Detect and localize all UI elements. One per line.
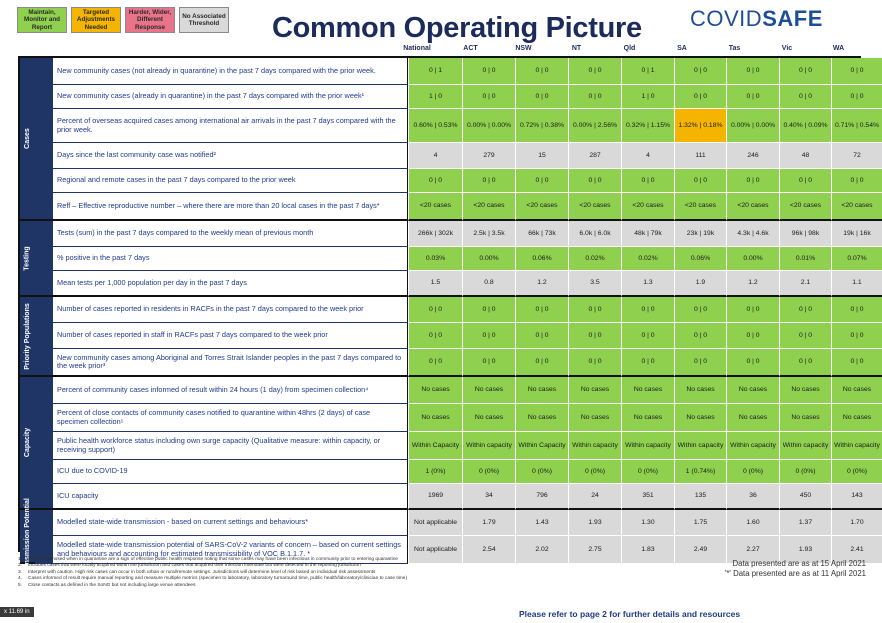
metric-value-cell: 0 (0%) bbox=[831, 460, 882, 484]
metric-label: Percent of close contacts of community cases notified to quarantine within 48hrs (2 days) of case specimen collection⁵ bbox=[53, 404, 408, 432]
metric-value-cell: 0 | 0 bbox=[408, 349, 462, 377]
metric-value-cell: 0 | 0 bbox=[568, 85, 621, 109]
metric-value-cell: No cases bbox=[408, 404, 462, 432]
metric-value-cell: <20 cases bbox=[674, 193, 726, 221]
metric-value-cell: 23k | 19k bbox=[674, 221, 726, 247]
metric-value-cell: 0 | 0 bbox=[408, 297, 462, 323]
column-header: National bbox=[403, 45, 431, 52]
data-date-note: Data presented are as at 15 April 2021 bbox=[732, 559, 866, 568]
metric-value-cell: 4 bbox=[621, 143, 674, 169]
metric-value-cell: 0.00% | 0.00% bbox=[726, 109, 779, 143]
metric-value-cell: 1.75 bbox=[674, 510, 726, 536]
metric-value-cell: 0 | 0 bbox=[515, 58, 568, 85]
metric-value-cell: No cases bbox=[515, 404, 568, 432]
metric-value-cell: 0 | 0 bbox=[568, 297, 621, 323]
section-label bbox=[20, 497, 35, 575]
metric-label: Modelled state-wide transmission - based on current settings and behaviours* bbox=[53, 510, 408, 536]
column-header: NSW bbox=[515, 45, 532, 52]
metric-value-cell: <20 cases bbox=[726, 193, 779, 221]
metric-value-cell: 36 bbox=[726, 484, 779, 510]
footnote bbox=[18, 583, 407, 589]
metric-value-cell: No cases bbox=[831, 377, 882, 404]
column-header: Qld bbox=[623, 45, 636, 52]
metric-value-cell: 1.83 bbox=[621, 536, 674, 564]
metric-value-cell: 0.32% | 1.15% bbox=[621, 109, 674, 143]
metric-value-cell: 1.30 bbox=[621, 510, 674, 536]
metric-value-cell: 0 | 0 bbox=[674, 349, 726, 377]
metric-value-cell: 1.32% | 0.18% bbox=[674, 109, 726, 143]
metric-value-cell: 0 | 0 bbox=[621, 169, 674, 193]
metric-value-cell: 0 | 0 bbox=[779, 58, 831, 85]
column-header: Vic bbox=[781, 45, 793, 52]
metric-value-cell: 0 | 0 bbox=[779, 169, 831, 193]
metric-value-cell: 34 bbox=[462, 484, 515, 510]
section-label-text: Transmission Potential bbox=[24, 497, 32, 575]
column-header: NT bbox=[571, 45, 582, 52]
data-date-notes bbox=[700, 559, 866, 579]
legend bbox=[17, 7, 229, 33]
section-label bbox=[20, 58, 35, 221]
metric-value-cell: 2.5k | 3.5k bbox=[462, 221, 515, 247]
metric-label: New community cases (already in quarantine) in the past 7 days compared with the prior week¹ bbox=[53, 85, 408, 109]
metric-value-cell: 0 | 0 bbox=[515, 85, 568, 109]
metric-label: Number of cases reported in staff in RACFs past 7 days compared to the week prior bbox=[53, 323, 408, 349]
metric-value-cell: 0 | 0 bbox=[408, 169, 462, 193]
metric-label: Percent of overseas acquired cases among international air arrivals in the past 7 days compared with the prior week. bbox=[53, 109, 408, 143]
footnote-number: 3. bbox=[18, 569, 23, 575]
section-label-text: Cases bbox=[24, 128, 32, 149]
metric-value-cell: 796 bbox=[515, 484, 568, 510]
metric-value-cell: <20 cases bbox=[779, 193, 831, 221]
metric-value-cell: 0 | 0 bbox=[515, 323, 568, 349]
section-divider bbox=[35, 221, 53, 297]
metric-value-cell: 2.75 bbox=[568, 536, 621, 564]
logo-part-covid: COVID bbox=[690, 6, 763, 31]
metric-value-cell: Within capacity bbox=[462, 432, 515, 460]
metric-value-cell: 0 (0%) bbox=[568, 460, 621, 484]
metric-value-cell: 1.93 bbox=[779, 536, 831, 564]
column-header: ACT bbox=[463, 45, 478, 52]
metric-value-cell: 0 | 0 bbox=[831, 85, 882, 109]
column-header: SA bbox=[677, 45, 687, 52]
zoom-indicator: x 11.69 in bbox=[0, 607, 34, 617]
footnote-text: Interpret with caution. High risk cases can occur in both urban or rural/remote settings. Jurisdictions will determine level of risk based on individual risk assessments bbox=[28, 569, 376, 575]
metric-value-cell: 3.5 bbox=[568, 271, 621, 297]
metric-value-cell: 1.2 bbox=[726, 271, 779, 297]
metric-value-cell: 96k | 98k bbox=[779, 221, 831, 247]
metric-value-cell: 266k | 302k bbox=[408, 221, 462, 247]
metric-label: Percent of community cases informed of result within 24 hours (1 day) from specimen collection⁴ bbox=[53, 377, 408, 404]
logo-part-safe: SAFE bbox=[762, 6, 823, 31]
metric-label: New community cases (not already in quarantine) in the past 7 days compared with the prior week. bbox=[53, 58, 408, 85]
metric-value-cell: No cases bbox=[726, 404, 779, 432]
metric-value-cell: 0.02% bbox=[568, 247, 621, 271]
metric-value-cell: 1.79 bbox=[462, 510, 515, 536]
metric-value-cell: 0 | 0 bbox=[674, 85, 726, 109]
metric-value-cell: 0 (0%) bbox=[621, 460, 674, 484]
metric-value-cell: 0 | 0 bbox=[462, 58, 515, 85]
metric-value-cell: Not applicable bbox=[408, 536, 462, 564]
metric-value-cell: 0.60% | 0.53% bbox=[408, 109, 462, 143]
metric-value-cell: No cases bbox=[726, 377, 779, 404]
column-header: Tas bbox=[728, 45, 741, 52]
metric-value-cell: 6.0k | 6.0k bbox=[568, 221, 621, 247]
metric-value-cell: 4 bbox=[408, 143, 462, 169]
legend-box: No Associated Threshold bbox=[179, 7, 229, 33]
metric-value-cell: 0.00% bbox=[462, 247, 515, 271]
metric-value-cell: 0 | 0 bbox=[831, 349, 882, 377]
metric-value-cell: 1.1 bbox=[831, 271, 882, 297]
metric-value-cell: 0 | 0 bbox=[726, 85, 779, 109]
metric-value-cell: 0 | 0 bbox=[831, 297, 882, 323]
section-label-text: Capacity bbox=[24, 427, 31, 458]
metric-label: Days since the last community case was notified² bbox=[53, 143, 408, 169]
metric-value-cell: No cases bbox=[462, 377, 515, 404]
footnote-number: 2. bbox=[18, 563, 23, 569]
legend-box: Targeted Adjustments Needed bbox=[71, 7, 121, 33]
metric-value-cell: 1 (0.74%) bbox=[674, 460, 726, 484]
metric-value-cell: 351 bbox=[621, 484, 674, 510]
footnote-text: Cases diagnosed when in quarantine are a sign of effective public health response noting that some cases may have been infectious in community prior to entering quarantine bbox=[28, 557, 399, 562]
metric-value-cell: 246 bbox=[726, 143, 779, 169]
metric-label: Tests (sum) in the past 7 days compared to the weekly mean of previous month bbox=[53, 221, 408, 247]
section-label bbox=[20, 297, 35, 377]
footnote-text: Close contacts as defined in the SoNG but not including large venue attendees bbox=[28, 582, 196, 588]
metric-value-cell: 66k | 73k bbox=[515, 221, 568, 247]
metric-value-cell: 0.06% bbox=[515, 247, 568, 271]
metric-value-cell: 0 | 0 bbox=[726, 169, 779, 193]
metric-value-cell: 0 | 0 bbox=[779, 349, 831, 377]
covidsafe-logo bbox=[690, 6, 823, 32]
metric-value-cell: 0.01% bbox=[779, 247, 831, 271]
metric-value-cell: 19k | 16k bbox=[831, 221, 882, 247]
metric-value-cell: 24 bbox=[568, 484, 621, 510]
refer-page-link[interactable]: Please refer to page 2 for further details and resources bbox=[519, 609, 741, 619]
metric-value-cell: 0 | 1 bbox=[408, 58, 462, 85]
metric-value-cell: No cases bbox=[674, 404, 726, 432]
metric-value-cell: 1.3 bbox=[621, 271, 674, 297]
section-label bbox=[20, 377, 35, 510]
metric-label: Number of cases reported in residents in RACFs in the past 7 days compared to the week prior bbox=[53, 297, 408, 323]
metric-value-cell: 0 | 0 bbox=[674, 58, 726, 85]
footnote-number: 5. bbox=[18, 582, 23, 588]
metric-value-cell: 0 | 0 bbox=[621, 297, 674, 323]
metric-value-cell: 2.1 bbox=[779, 271, 831, 297]
metric-value-cell: No cases bbox=[674, 377, 726, 404]
metric-value-cell: 111 bbox=[674, 143, 726, 169]
metric-value-cell: <20 cases bbox=[408, 193, 462, 221]
metric-value-cell: 0 | 0 bbox=[726, 58, 779, 85]
metric-value-cell: <20 cases bbox=[462, 193, 515, 221]
metric-value-cell: No cases bbox=[621, 377, 674, 404]
metric-value-cell: No cases bbox=[515, 377, 568, 404]
metric-value-cell: No cases bbox=[568, 377, 621, 404]
metric-value-cell: 4.3k | 4.6k bbox=[726, 221, 779, 247]
footnote-text: Cases informed of result require manual reporting and measure multiple metrics (specimen to laboratory, laboratory turnaround time, public health/laboratory/clinician to case time) bbox=[28, 576, 408, 582]
metric-value-cell: 1.2 bbox=[515, 271, 568, 297]
metric-value-cell: 2.54 bbox=[462, 536, 515, 564]
metric-value-cell: 0 | 0 bbox=[462, 85, 515, 109]
metric-value-cell: 0.00% | 2.56% bbox=[568, 109, 621, 143]
legend-box: Maintain, Monitor and Report bbox=[17, 7, 67, 33]
metric-value-cell: 0 | 0 bbox=[515, 297, 568, 323]
metric-value-cell: 0.71% | 0.54% bbox=[831, 109, 882, 143]
metric-value-cell: 450 bbox=[779, 484, 831, 510]
metric-value-cell: <20 cases bbox=[568, 193, 621, 221]
metric-value-cell: 0 | 0 bbox=[674, 323, 726, 349]
metric-label: New community cases among Aboriginal and Torres Strait Islander peoples in the past 7 days compared to the week prior³ bbox=[53, 349, 408, 377]
legend-box: Harder, Wider, Different Response bbox=[125, 7, 175, 33]
metric-value-cell: 0 | 0 bbox=[515, 349, 568, 377]
footnote-number: 4. bbox=[18, 576, 23, 582]
metric-value-cell: 0 | 0 bbox=[726, 349, 779, 377]
metric-value-cell: 1 | 0 bbox=[408, 85, 462, 109]
metric-value-cell: Within capacity bbox=[779, 432, 831, 460]
metric-value-cell: 48 bbox=[779, 143, 831, 169]
metric-value-cell: Within capacity bbox=[726, 432, 779, 460]
metric-value-cell: 0.02% bbox=[621, 247, 674, 271]
metric-label: ICU capacity bbox=[53, 484, 408, 510]
metric-value-cell: 0 | 0 bbox=[779, 297, 831, 323]
metric-value-cell: 0 | 0 bbox=[462, 297, 515, 323]
metric-value-cell: Not applicable bbox=[408, 510, 462, 536]
metric-value-cell: 2.41 bbox=[831, 536, 882, 564]
metric-value-cell: 0.06% bbox=[674, 247, 726, 271]
metric-value-cell: No cases bbox=[462, 404, 515, 432]
metric-value-cell: 0 (0%) bbox=[779, 460, 831, 484]
metric-value-cell: 2.49 bbox=[674, 536, 726, 564]
metric-label: Public health workforce status including own surge capacity (Qualitative measure: within capacity, or receiving support) bbox=[53, 432, 408, 460]
footnotes bbox=[18, 557, 407, 589]
footnote-number: 1. bbox=[18, 557, 23, 562]
metric-value-cell: 1.9 bbox=[674, 271, 726, 297]
footnote-text: Includes cases that were locally acquired within the jurisdiction and cases that acquired their infection interstate but were detected in the reporting jurisdiction bbox=[28, 563, 361, 569]
metric-value-cell: Within capacity bbox=[621, 432, 674, 460]
section-label bbox=[20, 221, 35, 297]
metric-value-cell: 0 | 0 bbox=[408, 323, 462, 349]
metric-value-cell: Within Capacity bbox=[408, 432, 462, 460]
section-divider bbox=[35, 510, 53, 564]
metric-value-cell: 0 | 0 bbox=[462, 169, 515, 193]
section-label-text: Testing bbox=[24, 245, 31, 271]
metric-value-cell: 0 | 0 bbox=[831, 169, 882, 193]
metric-value-cell: 1.37 bbox=[779, 510, 831, 536]
metric-value-cell: 0.03% bbox=[408, 247, 462, 271]
metric-value-cell: 0 | 0 bbox=[779, 323, 831, 349]
metric-value-cell: No cases bbox=[831, 404, 882, 432]
metric-value-cell: 1.43 bbox=[515, 510, 568, 536]
metric-value-cell: 0 | 0 bbox=[621, 349, 674, 377]
metric-value-cell: No cases bbox=[621, 404, 674, 432]
metric-value-cell: 0 | 0 bbox=[568, 349, 621, 377]
metric-value-cell: 0 | 0 bbox=[726, 297, 779, 323]
metric-value-cell: 0.00% | 0.00% bbox=[462, 109, 515, 143]
metric-value-cell: 0 | 0 bbox=[674, 169, 726, 193]
metric-value-cell: <20 cases bbox=[515, 193, 568, 221]
metric-value-cell: 0 | 0 bbox=[462, 349, 515, 377]
metric-value-cell: 0 (0%) bbox=[515, 460, 568, 484]
metric-value-cell: 0 | 0 bbox=[568, 58, 621, 85]
metric-value-cell: 0.72% | 0.38% bbox=[515, 109, 568, 143]
metric-label: Mean tests per 1,000 population per day in the past 7 days bbox=[53, 271, 408, 297]
metric-value-cell: 0 | 0 bbox=[831, 323, 882, 349]
metric-value-cell: 0 | 1 bbox=[621, 58, 674, 85]
section-divider bbox=[35, 377, 53, 510]
metric-value-cell: 48k | 79k bbox=[621, 221, 674, 247]
metric-label: Regional and remote cases in the past 7 days compared to the prior week bbox=[53, 169, 408, 193]
metric-value-cell: 1.70 bbox=[831, 510, 882, 536]
metric-value-cell: Within capacity bbox=[831, 432, 882, 460]
metric-label: Reff – Effective reproductive number – where there are more than 20 local cases in the past 7 days* bbox=[53, 193, 408, 221]
column-header: WA bbox=[832, 45, 845, 52]
column-headers bbox=[390, 45, 860, 55]
metric-value-cell: 0 | 0 bbox=[726, 323, 779, 349]
metric-value-cell: 1 | 0 bbox=[621, 85, 674, 109]
metric-value-cell: 143 bbox=[831, 484, 882, 510]
metric-value-cell: <20 cases bbox=[621, 193, 674, 221]
metric-value-cell: No cases bbox=[568, 404, 621, 432]
metric-value-cell: 0 | 0 bbox=[568, 169, 621, 193]
metric-value-cell: 15 bbox=[515, 143, 568, 169]
metric-value-cell: 1969 bbox=[408, 484, 462, 510]
metric-value-cell: 1.5 bbox=[408, 271, 462, 297]
metric-value-cell: 2.27 bbox=[726, 536, 779, 564]
metric-value-cell: No cases bbox=[408, 377, 462, 404]
metric-value-cell: No cases bbox=[779, 404, 831, 432]
section-divider bbox=[35, 297, 53, 377]
metric-value-cell: 0.8 bbox=[462, 271, 515, 297]
metric-value-cell: No cases bbox=[779, 377, 831, 404]
metric-label: Modelled state-wide transmission potential of SARS-CoV-2 variants of concern – based on current settings and behaviours and accounting for estimated transmissibility of VOC B.1.1.7. * bbox=[53, 536, 408, 564]
metric-value-cell: 0 | 0 bbox=[568, 323, 621, 349]
metric-value-cell: 1.93 bbox=[568, 510, 621, 536]
metric-value-cell: 0 | 0 bbox=[831, 58, 882, 85]
metric-value-cell: 2.02 bbox=[515, 536, 568, 564]
metric-value-cell: 72 bbox=[831, 143, 882, 169]
page-title: Common Operating Picture bbox=[272, 12, 642, 44]
metric-label: ICU due to COVID-19 bbox=[53, 460, 408, 484]
metric-value-cell: 0.00% bbox=[726, 247, 779, 271]
metric-value-cell: 0.40% | 0.09% bbox=[779, 109, 831, 143]
metric-value-cell: 1 (0%) bbox=[408, 460, 462, 484]
metric-value-cell: 0 | 0 bbox=[779, 85, 831, 109]
metric-value-cell: 0 | 0 bbox=[621, 323, 674, 349]
metric-value-cell: 135 bbox=[674, 484, 726, 510]
section-label-text: Priority Populations bbox=[24, 302, 32, 370]
metric-value-cell: 0 | 0 bbox=[515, 169, 568, 193]
metric-value-cell: 0 (0%) bbox=[462, 460, 515, 484]
metric-label: % positive in the past 7 days bbox=[53, 247, 408, 271]
metric-value-cell: <20 cases bbox=[831, 193, 882, 221]
metric-value-cell: 279 bbox=[462, 143, 515, 169]
metric-value-cell: 287 bbox=[568, 143, 621, 169]
metric-value-cell: 0 | 0 bbox=[674, 297, 726, 323]
metric-value-cell: 1.60 bbox=[726, 510, 779, 536]
section-divider bbox=[35, 58, 53, 221]
metric-value-cell: Within capacity bbox=[674, 432, 726, 460]
metric-value-cell: Within Capacity bbox=[515, 432, 568, 460]
metric-value-cell: 0 | 0 bbox=[462, 323, 515, 349]
data-date-note: '*' Data presented are as at 11 April 2021 bbox=[724, 569, 866, 579]
metric-value-cell: 0 (0%) bbox=[726, 460, 779, 484]
metric-value-cell: Within capacity bbox=[568, 432, 621, 460]
metric-value-cell: 0.07% bbox=[831, 247, 882, 271]
